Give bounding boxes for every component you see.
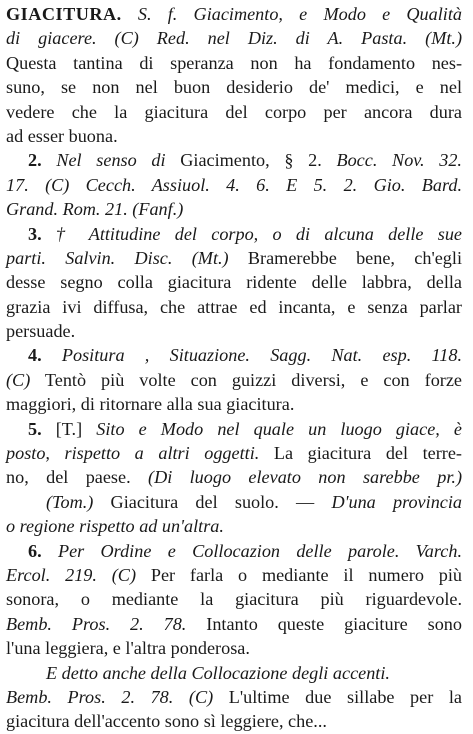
entry-line-23	[6, 539, 462, 563]
entry-line-9	[6, 197, 462, 221]
entry-line-7	[6, 148, 462, 172]
entry-line-19	[6, 441, 462, 465]
entry-line-4	[6, 75, 462, 99]
sense-number: 3.	[28, 223, 42, 244]
entry-line-2	[6, 26, 462, 50]
citation: Bocc. Nov. 32.	[336, 150, 462, 171]
entry-line-22	[6, 514, 462, 538]
quote-text: Intanto queste giaciture sono	[186, 613, 462, 634]
entry-line-27	[6, 636, 462, 660]
definition-text: Giacimento, § 2.	[180, 150, 337, 171]
sense-number: 6.	[28, 540, 42, 561]
entry-line-20	[6, 465, 462, 489]
entry-line-24	[6, 563, 462, 587]
definition-text: posto, rispetto a altri oggetti.	[6, 443, 260, 464]
quote-text: L'ultime due sillabe per la	[213, 686, 462, 707]
citation: Ercol. 219. (C)	[6, 564, 136, 585]
entry-line-8	[6, 173, 462, 197]
citation: (C)	[6, 369, 31, 390]
entry-line-28	[6, 661, 462, 685]
entry-line-3	[6, 51, 462, 75]
entry-line-18	[6, 417, 462, 441]
citation: (Tom.)	[46, 491, 94, 512]
quote-text: Giacitura del suolo. —	[93, 491, 332, 512]
entry-line-26	[6, 612, 462, 636]
citation: Bemb. Pros. 2. 78. (C)	[6, 686, 214, 707]
entry-line-6	[6, 124, 462, 148]
quote-text: grazia ivi diffusa, che attrae ed incanta, e senza parlar	[6, 296, 462, 317]
quote-text: desse segno colla giacitura ridente delle labbra, della	[6, 272, 462, 293]
quote-text: vedere che la giacitura del corpo per ancora dura	[6, 101, 462, 122]
definition-text: Nel senso di	[41, 150, 181, 171]
definition-text: Per Ordine e Collocazion delle parole. Varch.	[41, 540, 462, 561]
citation: Grand. Rom. 21. (Fanf.)	[6, 199, 184, 220]
quote-text: persuade.	[6, 321, 76, 342]
definition-text: S. f. Giacimento, e Modo e Qualità	[121, 4, 462, 24]
entry-line-10	[6, 222, 462, 246]
entry-line-25	[6, 587, 462, 611]
entry-line-1	[6, 2, 462, 26]
quote-text: suno, se non nel buon desiderio de' medici, e nel	[6, 77, 462, 98]
quote-text: Per farla o mediante il numero più	[136, 564, 462, 585]
entry-line-13	[6, 295, 462, 319]
entry-line-21	[6, 490, 462, 514]
definition-text: † Attitudine del corpo, o di alcuna delle sue	[41, 223, 462, 244]
entry-line-30	[6, 709, 462, 733]
headword: GIACITURA.	[6, 4, 122, 24]
definition-text: di giacere. (C) Red. nel Diz. di A. Pasta. (Mt.)	[6, 28, 462, 49]
sense-number: 5.	[28, 418, 42, 439]
entry-line-16	[6, 368, 462, 392]
quote-text: l'una leggiera, e l'altra ponderosa.	[6, 638, 250, 659]
quote-text: ad esser buona.	[6, 125, 118, 146]
citation: parti. Salvin. Disc. (Mt.)	[6, 247, 229, 268]
quote-text: Questa tantina di speranza non ha fondamento nes-	[6, 52, 462, 73]
entry-line-17	[6, 392, 462, 416]
entry-line-5	[6, 100, 462, 124]
entry-line-15	[6, 343, 462, 367]
definition-text: Sito e Modo nel quale un luogo giace, è	[96, 418, 463, 439]
quote-text: giacitura dell'accento sono sì leggiere, che...	[6, 711, 327, 732]
quote-text: Tentò più volte con guizzi diversi, e con forze	[30, 369, 462, 390]
quote-text: no, del paese.	[6, 467, 149, 488]
editor-mark: [T.]	[41, 418, 97, 439]
entry-line-12	[6, 270, 462, 294]
sense-number: 2.	[28, 150, 42, 171]
note-text: (Di luogo elevato non sarebbe pr.)	[148, 467, 462, 488]
definition-text: D'una provincia	[331, 491, 463, 512]
definition-text: E detto anche della Collocazione degli accenti.	[46, 662, 390, 683]
quote-text: maggiori, di ritornare alla sua giacitura.	[6, 394, 295, 415]
entry-line-11	[6, 246, 462, 270]
quote-text: sonora, o mediante la giacitura più riguardevole.	[6, 589, 462, 610]
citation: 17. (C) Cecch. Assiuol. 4. 6. E 5. 2. Gio. Bard.	[6, 174, 462, 195]
entry-line-29	[6, 685, 462, 709]
entry-line-14	[6, 319, 462, 343]
definition-text: o regione rispetto ad un'altra.	[6, 516, 224, 537]
quote-text: La giacitura del terre-	[259, 443, 462, 464]
quote-text: Bramerebbe bene, ch'egli	[228, 247, 462, 268]
definition-text: Positura , Situazione. Sagg. Nat. esp. 118.	[41, 345, 462, 366]
sense-number: 4.	[28, 345, 42, 366]
citation: Bemb. Pros. 2. 78.	[6, 613, 187, 634]
